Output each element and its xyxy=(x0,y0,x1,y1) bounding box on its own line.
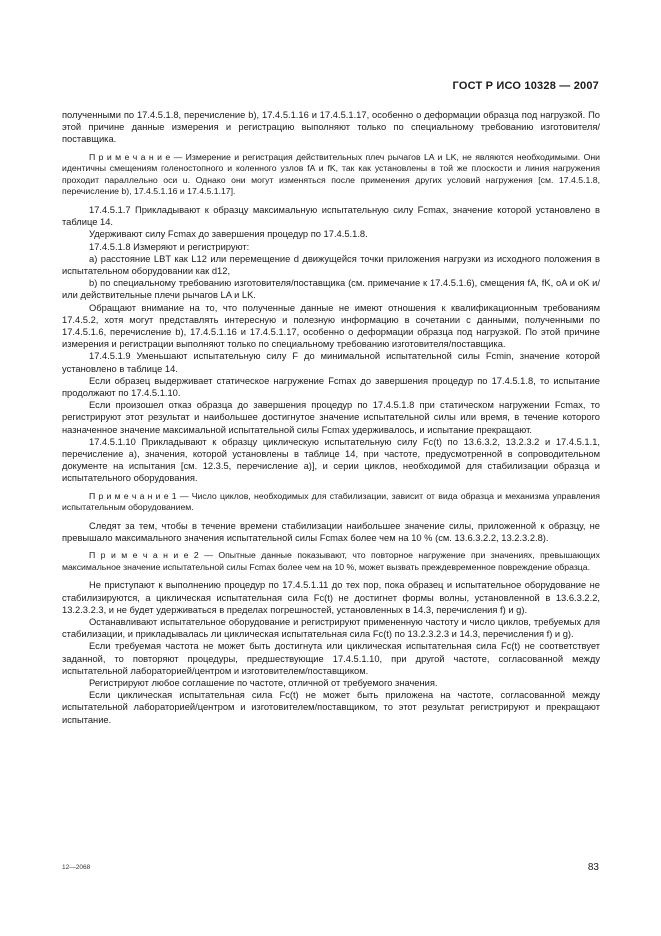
paragraph: Обращают внимание на то, что полученные данные не имеют отношения к квалификационным требованиям 17.4.5.2, хотя могут представлять интересную и полезную информацию в сочетании с данными, полученными по 17.4.5.1.6, перечисление b), 17.4.5.1.16 и 17.4.5.1.17, особенно о деформации образца под нагрузкой. По этой причине измерения и регистрации выполняют только по специальному требованию изготовителя/поставщика. xyxy=(62,302,600,350)
footer-print-code: 12—2068 xyxy=(62,864,91,871)
paragraph: Если образец выдерживает статическое нагружение Fcmax до завершения процедур по 17.4.5.1.8, то испытание продолжают по 17.4.5.1.10. xyxy=(62,375,600,399)
paragraph: Не приступают к выполнению процедур по 17.4.5.1.11 до тех пор, пока образец и испытательное оборудование не стабилизируются, а циклическая испытательная сила Fc(t) не достигнет формы волны, установленной в 13.6.3.2.2, 13.2.3.2.3, и не будет удерживаться в пределах погрешностей, установленных в 14.3, перечисления f) и g). xyxy=(62,580,600,615)
paragraph: 17.4.5.1.10 Прикладывают к образцу циклическую испытательную силу Fc(t) по 13.6.3.2, 13.2.3.2 и 17.4.5.1.1, перечисление а), значения, которой установлены в таблице 14, при частоте, предусмотренной в сопроводительном документе на испытания [см. 12.3.5, перечисление а)], и серии циклов, необходимой для стабилизации образца и испытательного оборудования. xyxy=(62,436,600,484)
paragraph: Останавливают испытательное оборудование и регистрируют примененную частоту и число циклов, требуемых для стабилизации, и прикладывалась ли циклическая испытательная сила Fc(t) по 13.2.3.2.3 и 14.3, перечисления f) и g). xyxy=(62,617,600,640)
list-item: а) расстояние LBT как L12 или перемещение d движущейся точки приложения нагрузки из исходного положения в испытательном оборудовании как d12, xyxy=(62,253,600,276)
note: П р и м е ч а н и е 1 — Число циклов, необходимых для стабилизации, зависит от вида образца и механизма управления испытательным оборудованием. xyxy=(62,490,600,513)
note: П р и м е ч а н и е — Измерение и регистрация действительных плеч рычагов LA и LK, не являются необходимыми. Они идентичны смещениям голеностопного и коленного узлов fA и fK, так как установлены в той же плоскости и линия нагружения проходит параллельно оси u. Однако они могут изменяться после применения других условий нагружения [см. 17.4.5.1.8, перечисление b), 17.4.5.1.16 и 17.4.5.1.17]. xyxy=(62,151,600,197)
paragraph: 17.4.5.1.9 Уменьшают испытательную силу F до минимальной испытательной силы Fcmin, значение которой установлено в таблице 14. xyxy=(62,351,600,374)
document-header: ГОСТ Р ИСО 10328 — 2007 xyxy=(452,80,599,92)
paragraph: Удерживают силу Fcmax до завершения процедур по 17.4.5.1.8. xyxy=(89,229,368,240)
paragraph: Следят за тем, чтобы в течение времени стабилизации наибольшее значение силы, приложенной к образцу, не превышало максимального значения испытательной силы Fcmax более чем на 10 % (см. 13.6.3.2.2, 13.2.3.2.8). xyxy=(62,520,600,544)
paragraph: Регистрируют любое соглашение по частоте, отличной от требуемого значения. xyxy=(89,678,438,689)
paragraph: 17.4.5.1.8 Измеряют и регистрируют: xyxy=(89,241,250,252)
list-item: b) по специальному требованию изготовителя/поставщика (см. примечание к 17.4.5.1.6), смещения fA, fK, oA и oK и/или действительные плечи рычагов LA и LK. xyxy=(62,278,600,301)
paragraph: Если произошел отказ образца до завершения процедур по 17.4.5.1.8 при статическом нагружении Fcmax, то регистрируют этот результат и наибольшее достигнутое значение испытательной силы или время, в течение которого назначенное значение максимальной испытательной силы Fcmax удерживалось, и испытание прекращают. xyxy=(62,400,600,435)
paragraph: 17.4.5.1.7 Прикладывают к образцу максимальную испытательную силу Fcmax, значение которой установлено в таблице 14. xyxy=(62,204,600,228)
note: П р и м е ч а н и е 2 — Опытные данные показывают, что повторное нагружение при значениях, превышающих максимальное значение испытательной силы Fcmax более чем на 10 %, может вызвать преждевременное повреждение образца. xyxy=(62,550,600,572)
paragraph: Если циклическая испытательная сила Fc(t) не может быть приложена на частоте, согласованной между испытательной лабораторией/центром и изготовителем/поставщиком, то этот результат регистрируют и прекращают испытание. xyxy=(62,690,600,725)
paragraph: полученными по 17.4.5.1.8, перечисление b), 17.4.5.1.16 и 17.4.5.1.17, особенно о деформации образца под нагрузкой. По этой причине данные измерения и регистрацию выполняют только по специальному требованию изготовителя/поставщика. xyxy=(62,110,600,145)
page-body xyxy=(62,109,600,726)
paragraph: Если требуемая частота не может быть достигнута или циклическая испытательная сила Fc(t) не соответствует заданной, то повторяют процедуры, предшествующие 17.4.5.1.10, при другой частоте, согласованной между испытательной лабораторией/центром и изготовителем/поставщиком. xyxy=(62,641,600,676)
page-number: 83 xyxy=(587,862,599,873)
